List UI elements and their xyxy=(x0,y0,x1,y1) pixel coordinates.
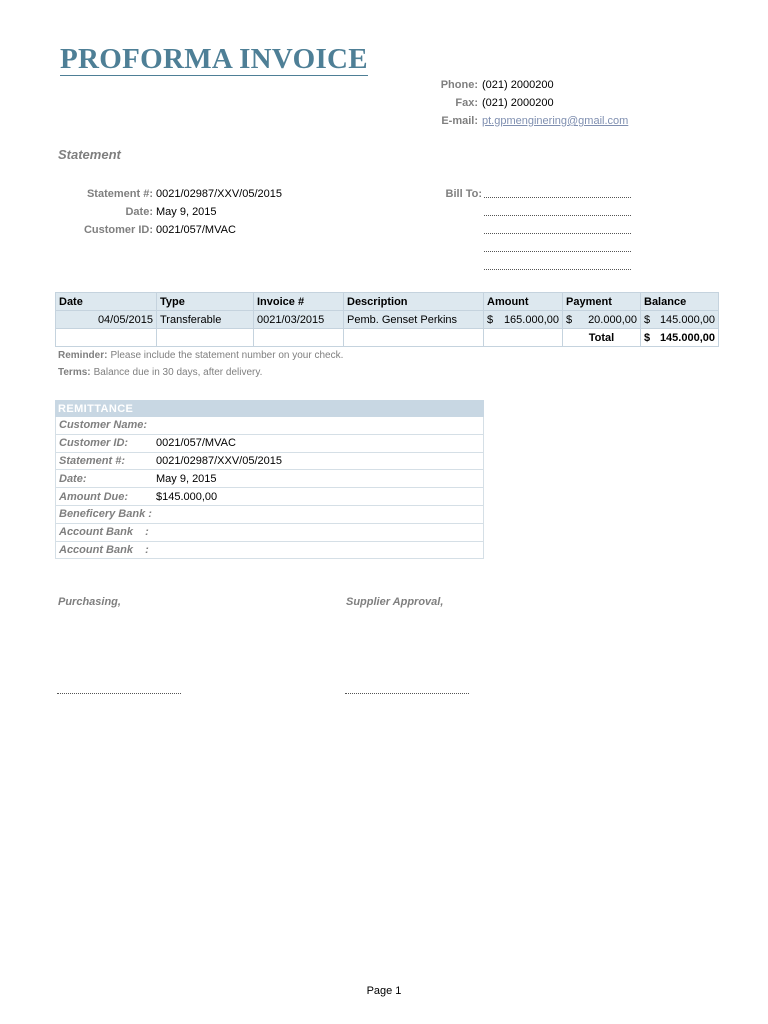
row-description: Pemb. Genset Perkins xyxy=(344,311,484,329)
fax-label: Fax: xyxy=(455,97,478,109)
bill-to-row-4 xyxy=(430,239,631,257)
page-number: Page 1 xyxy=(366,985,402,997)
bill-to-line-3[interactable] xyxy=(484,224,631,234)
remit-statement-label: Statement #: xyxy=(59,454,126,467)
header-invoice: Invoice # xyxy=(254,293,344,311)
phone-label: Phone: xyxy=(440,79,478,91)
total-value-cell xyxy=(641,329,719,347)
row-date: 04/05/2015 xyxy=(56,311,157,329)
header-date: Date xyxy=(56,293,157,311)
bill-to xyxy=(430,185,631,275)
bill-to-row-2 xyxy=(430,203,631,221)
reminder-label: Reminder: xyxy=(58,350,108,361)
supplier-signature-line[interactable] xyxy=(345,686,469,694)
total-label: Total xyxy=(563,329,641,347)
customer-id-label: Customer ID: xyxy=(83,224,153,236)
bill-to-label: Bill To: xyxy=(445,188,482,200)
terms-text: Balance due in 30 days, after delivery. xyxy=(93,367,263,378)
email-link[interactable]: pt.gpmenginering@gmail.com xyxy=(482,115,629,127)
remit-beneficiary-bank-row xyxy=(55,506,484,524)
row-balance xyxy=(641,311,719,329)
statement-number-label: Statement #: xyxy=(86,188,153,200)
remit-amount-due-value: $145.000,00 xyxy=(156,490,218,503)
remit-customer-id-row xyxy=(55,435,484,453)
email-label: E-mail: xyxy=(441,115,478,127)
customer-id-row xyxy=(56,221,282,239)
document-title: PROFORMA INVOICE xyxy=(60,43,368,75)
terms-label: Terms: xyxy=(58,367,91,378)
row-amount-value: 165.000,00 xyxy=(503,313,559,326)
remit-customer-name-label: Customer Name: xyxy=(59,419,148,432)
header-payment: Payment xyxy=(563,293,641,311)
statement-date-row xyxy=(56,203,282,221)
statement-number-row xyxy=(56,185,282,203)
statement-date-value: May 9, 2015 xyxy=(156,206,217,218)
email-row xyxy=(420,112,628,130)
reminder-text: Please include the statement number on your check. xyxy=(110,350,344,361)
header-description: Description xyxy=(344,293,484,311)
total-row xyxy=(56,329,719,347)
remit-statement-value: 0021/02987/XXV/05/2015 xyxy=(156,454,283,467)
phone-value: (021) 2000200 xyxy=(482,79,554,91)
row-balance-value: 145.000,00 xyxy=(659,313,715,326)
remittance-section xyxy=(55,400,484,559)
bill-to-line-1[interactable] xyxy=(484,188,631,198)
remit-customer-id-value: 0021/057/MVAC xyxy=(156,437,236,450)
phone-row xyxy=(420,76,628,94)
statement-number-value: 0021/02987/XXV/05/2015 xyxy=(156,188,283,200)
remit-date-label: Date: xyxy=(59,472,87,485)
remit-customer-id-label: Customer ID: xyxy=(59,437,129,450)
table-header-row xyxy=(56,293,719,311)
bill-to-line-2[interactable] xyxy=(484,206,631,216)
header-balance: Balance xyxy=(641,293,719,311)
table-row xyxy=(56,311,719,329)
bill-to-row-5 xyxy=(430,257,631,275)
remit-beneficiary-bank-label: Beneficery Bank : xyxy=(59,508,152,521)
statement-heading: Statement xyxy=(58,147,121,162)
customer-id-value: 0021/057/MVAC xyxy=(156,224,236,236)
reminder-row xyxy=(58,347,343,364)
row-payment xyxy=(563,311,641,329)
remit-account-bank-label-2: Account Bank : xyxy=(59,543,149,556)
row-amount xyxy=(484,311,563,329)
purchasing-label: Purchasing, xyxy=(58,596,121,608)
supplier-approval-label: Supplier Approval, xyxy=(346,596,444,608)
row-payment-currency: $ xyxy=(566,313,573,326)
remit-amount-due-row xyxy=(55,488,484,506)
row-invoice: 0021/03/2015 xyxy=(254,311,344,329)
header-amount: Amount xyxy=(484,293,563,311)
bill-to-line-5[interactable] xyxy=(484,260,631,270)
bill-to-row-3 xyxy=(430,221,631,239)
row-balance-currency: $ xyxy=(644,313,651,326)
statement-details xyxy=(56,185,282,239)
bill-to-row-1 xyxy=(430,185,631,203)
row-amount-currency: $ xyxy=(487,313,494,326)
total-value: 145.000,00 xyxy=(659,331,715,344)
header-type: Type xyxy=(157,293,254,311)
remit-account-bank-row-1 xyxy=(55,524,484,542)
total-currency: $ xyxy=(644,331,651,344)
remit-amount-due-label: Amount Due: xyxy=(59,490,129,503)
remit-statement-row xyxy=(55,453,484,471)
fax-row xyxy=(420,94,628,112)
row-type: Transferable xyxy=(157,311,254,329)
remit-account-bank-row-2 xyxy=(55,542,484,560)
remit-account-bank-label-1: Account Bank : xyxy=(59,526,149,539)
remit-date-value: May 9, 2015 xyxy=(156,472,217,485)
remit-customer-name-row xyxy=(55,417,484,435)
terms-row xyxy=(58,364,343,381)
row-payment-value: 20.000,00 xyxy=(588,313,637,326)
notes xyxy=(58,347,343,381)
purchasing-signature-line[interactable] xyxy=(57,686,181,694)
fax-value: (021) 2000200 xyxy=(482,97,554,109)
remittance-heading: REMITTANCE xyxy=(55,400,484,417)
invoice-table xyxy=(55,292,719,347)
remit-date-row xyxy=(55,470,484,488)
statement-date-label: Date: xyxy=(125,206,153,218)
bill-to-line-4[interactable] xyxy=(484,242,631,252)
contact-info xyxy=(420,76,628,130)
